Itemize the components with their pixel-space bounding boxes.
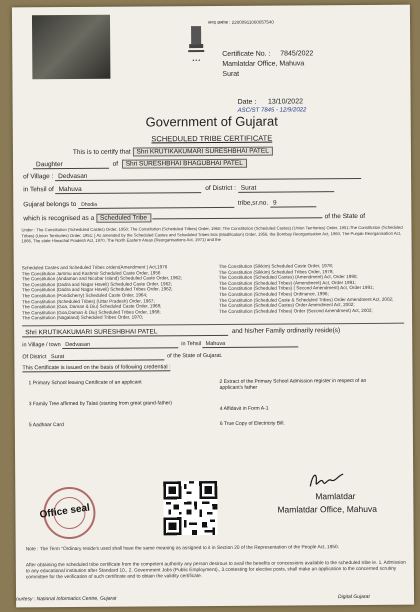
issue-date: 13/10/2022 — [267, 98, 304, 106]
certificate-no-label: Certificate No. : — [222, 50, 271, 58]
note-ordinary-reside: Note : The Term "Ordinary reside's used shall have the same meaning as assigned to it in Section 20 of the Representation of the People Act, 1950. — [25, 545, 340, 553]
district: Surat — [238, 184, 334, 193]
relation-row — [33, 159, 247, 169]
signatory-title: Mamlatdar — [315, 491, 356, 502]
tribe-name: Dhodia — [78, 201, 234, 209]
father-name: Shri SURESHBHAI BHAGUBHAI PATEL — [122, 159, 247, 169]
handwritten-note: ASC/ST 7845 - 12/9/2022 — [237, 107, 307, 114]
certificate-paper — [12, 5, 414, 608]
tehsil-label: in Tehsil of — [23, 186, 54, 194]
order-right-item-5: The Constitution (Scheduled Tribes) ( Second Amendment) Act, Order 1991; — [218, 285, 374, 292]
date-line — [238, 98, 303, 105]
certify-label: This is to certify that — [72, 148, 131, 156]
residence-state-label: of the State of Gujarat. — [167, 352, 223, 360]
certificate-title: SCHEDULED TRIBE CERTIFICATE — [151, 133, 273, 144]
residence-village: Dedvasan — [62, 341, 178, 349]
state-label: of the State of — [324, 212, 366, 221]
credential-6: 6 True Copy of Electricity Bill. — [219, 420, 285, 427]
residence-district-label: Of District — [22, 354, 47, 361]
qr-code-icon — [163, 481, 217, 535]
recognised-as: Scheduled Tribe — [96, 213, 151, 222]
svg-text:•••: ••• — [191, 58, 201, 65]
credential-1: 1 Primary School leaving Certificate of an applicant — [28, 379, 142, 387]
tribe-row — [23, 199, 316, 209]
applicant-photo — [32, 15, 110, 80]
tribe-sr-no: 9 — [270, 199, 316, 207]
recognised-label: which is recognised as a — [23, 214, 95, 223]
footer-courtesy: ourtesy : National Informatics Centre, Gujarat — [16, 595, 117, 603]
certificate-header-block — [222, 49, 313, 80]
order-left-item-4: The Constitution (Dadra and Nagar Haveli) Scheduled Caste Order, 1962; — [21, 281, 173, 288]
order-right-item-3: The Constitution (Scheduled Castes) (Amendment) Act, Order 1990; — [218, 274, 358, 281]
order-right-item-7: The Constitution (Scheduled Caste & Scheduled Tribes) Order Amendment Act, 2002; — [218, 296, 394, 303]
orders-left-list — [22, 264, 212, 321]
order-right-item-4: The Constitution (Scheduled Tribes) (Amendment) Act, Order 1991; — [218, 279, 356, 286]
village: Dedvasan — [55, 171, 361, 181]
basis-label: This Certificate is issued on the basis of following credential : — [22, 364, 171, 372]
office-district: Surat — [222, 70, 240, 78]
signature-icon — [307, 468, 347, 492]
of-label: of — [112, 160, 119, 168]
residence-district-row — [22, 353, 222, 361]
order-right-item-6: The Constitution (Scheduled Tribes) Ordinance, 1996; — [218, 291, 329, 297]
village-row — [23, 171, 361, 181]
order-right-item-1: The Constitution (Sikkim) Scheduled Caste Order, 1978; — [218, 263, 334, 269]
tribe-sr-label: tribe,sr.no. — [237, 199, 269, 207]
order-right-item-8: The Constitution (Scheduled Castes) Order Amendment Act, 2002; — [218, 302, 355, 309]
government-title: Government of Gujarat — [145, 113, 278, 130]
order-right-item-2: The Constitution (Sikkim) Scheduled Tribes Order, 1978; — [218, 268, 334, 275]
residence-village-label: in Village / town — [22, 342, 61, 349]
residence-district: Surat — [48, 353, 164, 361]
certificate-id: सनद क्रमांक : 22000911000057540 — [208, 19, 274, 26]
date-label: Date : — [237, 98, 257, 106]
residence-row — [22, 327, 340, 337]
order-left-item-8: The Constitution (Goa, Daman & Diu) Scheduled Caste Order, 1968; — [21, 303, 162, 310]
office-seal — [38, 487, 95, 539]
order-left-item-6: The Constitution (Pondicherry) Scheduled Caste Order, 1964; — [21, 292, 148, 299]
credential-3: 3 Family Tree affirmed by Talati (starting from great grand-father) — [28, 400, 172, 408]
relation: Daughter — [33, 161, 109, 170]
tehsil: Mahuva — [56, 185, 202, 194]
seal-text: Office seal — [38, 502, 91, 521]
certify-row — [73, 147, 273, 157]
order-left-item-7: The Constitution (Scheduled Tribes) (Uttar Pradesh) Order, 1967; — [21, 297, 155, 304]
credential-2: 2 Extract of the Primary School Admission register in respect of an applicant's father — [219, 377, 367, 391]
footer-brand: Digital Gujarat — [338, 593, 370, 601]
district-label: of District : — [205, 184, 236, 193]
order-left-item-2: The Constitution Jammu and Kashmir Scheduled Caste Order, 1956 — [21, 269, 161, 276]
applicant-name: Shri KRUTIKAKUMARI SURESHBHAI PATEL — [133, 147, 273, 157]
orders-right-list — [219, 263, 407, 315]
order-left-item-10: The Constitution (Nagaland) Scheduled Tribes Order, 1970; — [22, 314, 144, 321]
signatory-office: Mamlatdar Office, Mahuva — [277, 503, 377, 515]
credential-4: 4 Affidavit in Form A-1 — [219, 405, 269, 412]
certificate-no: 7845/2022 — [280, 50, 314, 58]
residence-village-row — [22, 340, 298, 349]
village-label: of Village : — [23, 173, 54, 181]
family-label: and his/her Family ordinarily reside(s) — [231, 327, 341, 335]
order-left-item-5: The Constitution (Dadra and Nagar Haveli) Scheduled Tribes Order, 1962; — [21, 286, 173, 293]
divider — [22, 323, 404, 327]
recognised-row — [23, 212, 365, 223]
note-validity: After obtaining the scheduled tribe certificate from the competent authority any person desirous to avail the benefits or concessions available to the scheduled tribe ie. 1. Admission to any educational institution after Standard 10., 2. Government Jobs (Public Employment)., 3.contesting for elective posts, shall make an application to the concerned scrutiny committee for the verification of such certificate and to obtain the validity certificate. — [25, 560, 406, 581]
credential-5: 5 Aadhaar Card — [28, 422, 64, 429]
tehsil-row — [23, 184, 334, 194]
order-left-item-3: The Constitution (Andaman and Nicobar Island) Scheduled Caste Order, 1962; — [21, 275, 182, 282]
belongs-label: Gujarat belongs to — [23, 200, 77, 209]
residence-tehsil-label: in Tehsil — [181, 341, 202, 348]
order-left-item-1: Scheduled Castes and Scheduled Tribes orders(Amendment ) Act,1976 — [21, 264, 168, 271]
under-text: Under : The Constitution (Scheduled Castes) Order, 1950; The Constitution (Scheduled Tribes) Order, 1950; The Constitution (Scheduled Castes) (Union Territories) Order, 1951;The Constitution (Scheduled Tribes) (Union Territories) Order, 1951; [ As amended by the Scheduled Castes and Scheduled Tribes lists (Modification) Order, 1956, the Bombay Reorganisation Act, 1960, The Punjab Reorganisation Act, 1966, The state Himachal Pradesh Act, 1970, The North Eastern Areas (Reorganisations Act, 1971) and the — [21, 224, 403, 244]
office-name: Mamlatdar Office, Mahuva — [222, 60, 305, 68]
order-right-item-9: The Constitution (Scheduled Tribes) Order (Second Amendment) Act, 2002; — [219, 307, 373, 314]
state-emblem-icon — [185, 24, 207, 66]
residence-name: Shri KRUTIKAKUMARI SURESHBHAI PATEL — [22, 328, 228, 337]
residence-tehsil: Mahuva — [203, 340, 299, 348]
order-left-item-9: The Constitution (Goa,Daman & Diu) Scheduled Tribes Order, 1968; — [22, 309, 161, 316]
